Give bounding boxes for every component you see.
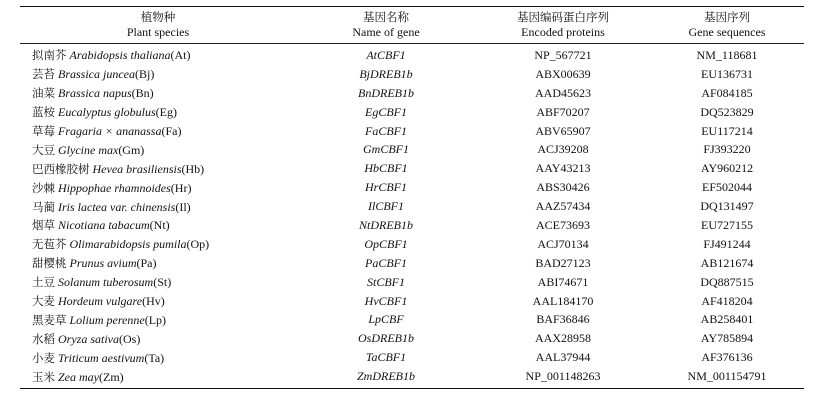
species-zh: 土豆 xyxy=(32,275,55,290)
species-sci: Solanum tuberosum xyxy=(58,275,154,290)
header-seq-en: Gene sequences xyxy=(688,25,766,39)
table-row xyxy=(20,65,804,84)
species-sci: Lolium perenne xyxy=(69,312,145,327)
species-cell xyxy=(20,66,296,82)
protein-cell: AAL37944 xyxy=(535,350,591,365)
table-row xyxy=(20,197,804,216)
table-body xyxy=(20,44,804,388)
species-cell xyxy=(20,142,296,158)
table-row xyxy=(20,254,804,273)
table-row xyxy=(20,140,804,159)
gene-cell: BjDREB1b xyxy=(359,66,413,81)
seq-cell: AF376136 xyxy=(701,350,753,365)
species-zh: 拟南芥 xyxy=(32,48,67,63)
species-zh: 玉米 xyxy=(32,369,55,384)
species-cell xyxy=(20,312,296,328)
species-zh: 巴西橡胶树 xyxy=(32,161,90,176)
species-cell xyxy=(20,161,296,177)
species-sci: Hordeum vulgare xyxy=(58,294,143,309)
gene-cell: NtDREB1b xyxy=(359,217,413,232)
seq-cell: DQ523829 xyxy=(700,104,754,119)
gene-cell: BnDREB1b xyxy=(358,85,414,100)
species-sci: Hevea brasiliensis xyxy=(92,161,182,176)
table-row xyxy=(20,159,804,178)
species-sci: Glycine max xyxy=(58,142,119,157)
gene-cell: TaCBF1 xyxy=(365,350,407,365)
protein-cell: AAY43213 xyxy=(535,161,591,176)
species-abbr: (Os) xyxy=(119,331,141,346)
protein-cell: ABV65907 xyxy=(535,123,591,138)
seq-cell: AB121674 xyxy=(700,255,754,270)
seq-cell: AY960212 xyxy=(700,161,754,176)
species-sci: Arabidopsis thaliana xyxy=(69,48,171,63)
species-cell xyxy=(20,369,296,385)
header-protein xyxy=(476,7,650,43)
species-zh: 甜樱桃 xyxy=(32,256,67,271)
species-abbr: (Ta) xyxy=(144,350,165,365)
protein-cell: ABI74671 xyxy=(537,274,589,289)
gene-cell: AtCBF1 xyxy=(366,47,406,62)
species-abbr: (Bj) xyxy=(135,67,155,82)
species-cell xyxy=(20,180,296,196)
species-cell xyxy=(20,47,296,63)
species-cell xyxy=(20,123,296,139)
species-zh: 沙棘 xyxy=(32,180,55,195)
header-protein-zh: 基因编码蛋白序列 xyxy=(517,10,609,24)
species-zh: 大麦 xyxy=(32,294,55,309)
header-species-en: Plant species xyxy=(126,25,190,39)
species-abbr: (Eg) xyxy=(155,105,177,120)
species-abbr: (Nt) xyxy=(149,218,170,233)
gene-cell: StCBF1 xyxy=(367,274,405,289)
species-cell xyxy=(20,350,296,366)
species-zh: 芸苔 xyxy=(32,67,55,82)
protein-cell: NP_567721 xyxy=(534,47,592,62)
species-cell xyxy=(20,85,296,101)
seq-cell: AF418204 xyxy=(701,293,753,308)
species-abbr: (At) xyxy=(170,48,191,63)
seq-cell: AF084185 xyxy=(701,85,753,100)
table-row xyxy=(20,348,804,367)
gene-cell: OpCBF1 xyxy=(364,236,408,251)
species-cell xyxy=(20,104,296,120)
seq-cell: NM_001154791 xyxy=(687,369,767,384)
protein-cell: ABX00639 xyxy=(535,66,591,81)
species-zh: 油菜 xyxy=(32,86,55,101)
gene-cell: HrCBF1 xyxy=(365,180,407,195)
species-abbr: (Pa) xyxy=(136,256,157,271)
protein-cell: ACE73693 xyxy=(536,217,590,232)
protein-cell: ABF70207 xyxy=(536,104,590,119)
header-seq-zh: 基因序列 xyxy=(704,10,750,24)
gene-cell: FaCBF1 xyxy=(365,123,407,138)
seq-cell: AB258401 xyxy=(700,312,754,327)
table-row xyxy=(20,84,804,103)
species-abbr: (Zm) xyxy=(99,369,124,384)
species-abbr: (Hr) xyxy=(170,180,192,195)
table-row xyxy=(20,235,804,254)
seq-cell: NM_118681 xyxy=(696,47,758,62)
species-zh: 马蔺 xyxy=(32,199,55,214)
species-sci: Eucalyptus globulus xyxy=(58,105,156,120)
table-row xyxy=(20,329,804,348)
table-header xyxy=(20,7,804,43)
species-zh: 黑麦草 xyxy=(32,312,67,327)
gene-cell: LpCBF xyxy=(368,312,404,327)
protein-cell: AAL184170 xyxy=(532,293,594,308)
protein-cell: NP_001148263 xyxy=(525,369,601,384)
species-abbr: (St) xyxy=(153,275,172,290)
table-row xyxy=(20,46,804,65)
table-row xyxy=(20,178,804,197)
species-cell xyxy=(20,236,296,252)
species-abbr: (Lp) xyxy=(144,312,167,327)
header-gene-zh: 基因名称 xyxy=(363,10,409,24)
protein-cell: AAX28958 xyxy=(535,331,591,346)
protein-cell: BAD27123 xyxy=(535,255,591,270)
gene-cell: HbCBF1 xyxy=(364,161,408,176)
protein-cell: AAD45623 xyxy=(535,85,591,100)
species-sci: Iris lactea var. chinensis xyxy=(58,199,176,214)
species-cell xyxy=(20,274,296,290)
species-abbr: (Hb) xyxy=(181,161,205,176)
species-abbr: (Fa) xyxy=(161,124,182,138)
species-abbr: (Gm) xyxy=(118,142,145,157)
seq-cell: DQ887515 xyxy=(700,274,754,289)
species-zh: 无苞芥 xyxy=(32,237,67,252)
table-row xyxy=(20,367,804,386)
species-zh: 小麦 xyxy=(32,350,55,365)
species-abbr: (Bn) xyxy=(131,86,154,101)
species-cell xyxy=(20,293,296,309)
gene-cell: OsDREB1b xyxy=(358,331,414,346)
species-cell xyxy=(20,217,296,233)
species-sci: Prunus avium xyxy=(69,256,137,271)
species-abbr: (Op) xyxy=(186,237,210,252)
species-zh: 蓝桉 xyxy=(32,105,55,120)
seq-cell: DQ131497 xyxy=(700,199,754,214)
species-sci: Triticum aestivum xyxy=(58,350,145,365)
gene-cell: HvCBF1 xyxy=(364,293,408,308)
gene-cell: ZmDREB1b xyxy=(357,369,415,384)
protein-cell: BAF36846 xyxy=(536,312,590,327)
species-sci: Brassica napus xyxy=(58,86,132,101)
table-row xyxy=(20,216,804,235)
species-zh: 草莓 xyxy=(32,124,55,138)
species-cell xyxy=(20,255,296,271)
seq-cell: EU136731 xyxy=(701,66,753,81)
header-gene-en: Name of gene xyxy=(352,25,420,39)
species-sci: Zea may xyxy=(58,369,99,384)
table-bottom-rule xyxy=(20,388,804,389)
header-protein-en: Encoded proteins xyxy=(521,25,605,39)
seq-cell: FJ491244 xyxy=(703,236,751,251)
species-abbr: (Hv) xyxy=(142,294,165,309)
table-row xyxy=(20,310,804,329)
seq-cell: AY785894 xyxy=(700,331,754,346)
species-sci: Hippophae rhamnoides xyxy=(58,180,171,195)
species-zh: 水稻 xyxy=(32,331,55,346)
species-sci: Nicotiana tabacum xyxy=(58,218,150,233)
protein-cell: ABS30426 xyxy=(536,180,590,195)
gene-table xyxy=(20,6,804,389)
species-cell xyxy=(20,199,296,215)
species-zh: 大豆 xyxy=(32,142,55,157)
table-row xyxy=(20,103,804,122)
table-row xyxy=(20,292,804,311)
species-sci: Brassica juncea xyxy=(58,67,135,82)
seq-cell: EU117214 xyxy=(701,123,753,138)
species-cell xyxy=(20,331,296,347)
protein-cell: ACJ70134 xyxy=(537,236,589,251)
header-gene xyxy=(296,7,476,43)
seq-cell: EF502044 xyxy=(701,180,752,195)
table-row xyxy=(20,273,804,292)
gene-cell: IlCBF1 xyxy=(368,199,404,214)
species-abbr: (Il) xyxy=(175,199,191,214)
gene-cell: PaCBF1 xyxy=(365,255,407,270)
seq-cell: FJ393220 xyxy=(703,142,751,157)
species-sci: Olimarabidopsis pumila xyxy=(69,237,187,252)
seq-cell: EU727155 xyxy=(701,217,753,232)
gene-cell: EgCBF1 xyxy=(365,104,407,119)
header-species-zh: 植物种 xyxy=(140,10,176,24)
protein-cell: AAZ57434 xyxy=(535,199,591,214)
table-row xyxy=(20,122,804,141)
species-sci: Fragaria × ananassa xyxy=(58,124,162,138)
header-species xyxy=(20,7,296,43)
protein-cell: ACJ39208 xyxy=(537,142,589,157)
species-zh: 烟草 xyxy=(32,218,55,233)
species-sci: Oryza sativa xyxy=(58,331,119,346)
gene-cell: GmCBF1 xyxy=(363,142,409,157)
header-seq xyxy=(650,7,804,43)
